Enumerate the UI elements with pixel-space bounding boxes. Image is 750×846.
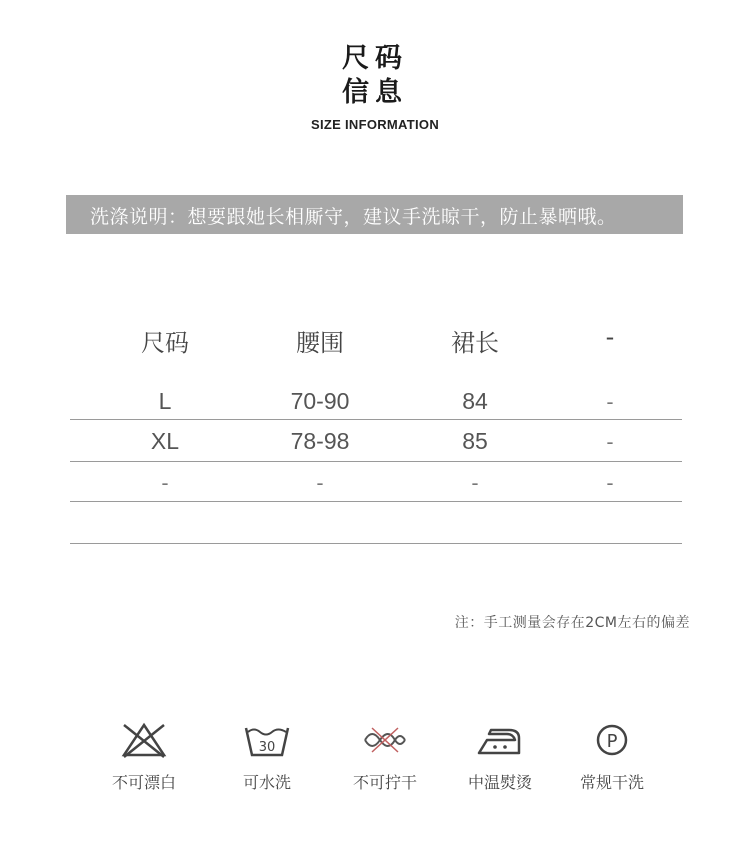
table-cell: - (606, 430, 614, 454)
header-length: 裙长 (451, 329, 499, 357)
table-cell: 78-98 (290, 428, 350, 454)
table-cell: L (158, 388, 172, 414)
table-cell: 70-90 (290, 388, 350, 414)
dry-clean-p-icon (587, 720, 637, 760)
care-item-dry-clean (557, 720, 667, 792)
table-cell: - (606, 471, 614, 495)
header-size: 尺码 (141, 329, 189, 357)
measurement-note: 注：手工测量会存在2CM左右的偏差 (454, 615, 690, 631)
page-title-line1: 尺码 (342, 43, 408, 74)
care-label: 常规干洗 (579, 773, 644, 792)
page-subtitle: SIZE INFORMATION (310, 117, 440, 132)
care-label: 不可拧干 (352, 773, 417, 792)
table-divider (70, 543, 682, 544)
table-cell: - (471, 471, 479, 495)
care-item-no-wring (330, 720, 440, 792)
no-wring-icon (360, 720, 410, 760)
care-item-wash (212, 720, 322, 792)
table-cell: XL (150, 428, 180, 454)
table-cell: 85 (462, 428, 488, 454)
care-item-no-bleach (89, 720, 199, 792)
table-cell: 84 (462, 388, 488, 414)
care-item-iron (445, 720, 555, 792)
care-label: 中温熨烫 (467, 773, 532, 792)
wash-instruction-text: 洗涤说明：想要跟她长相厮守，建议手洗晾干，防止暴晒哦。 (90, 206, 617, 228)
table-divider (70, 501, 682, 502)
table-cell: - (316, 471, 324, 495)
care-label: 不可漂白 (111, 773, 176, 792)
header-waist: 腰围 (296, 329, 344, 357)
wash-temp-text: 30 (258, 740, 276, 755)
wash-30-icon (242, 720, 292, 760)
care-label: 可水洗 (242, 773, 291, 792)
table-divider (70, 419, 682, 420)
dry-clean-letter: P (606, 731, 618, 752)
header-extra: - (605, 323, 615, 351)
no-bleach-icon (119, 720, 169, 760)
table-divider (70, 461, 682, 462)
wash-instruction-banner (66, 195, 683, 234)
iron-medium-icon (475, 720, 525, 760)
table-cell: - (606, 390, 614, 414)
table-cell: - (161, 471, 169, 495)
page-title-line2: 信息 (342, 77, 408, 108)
